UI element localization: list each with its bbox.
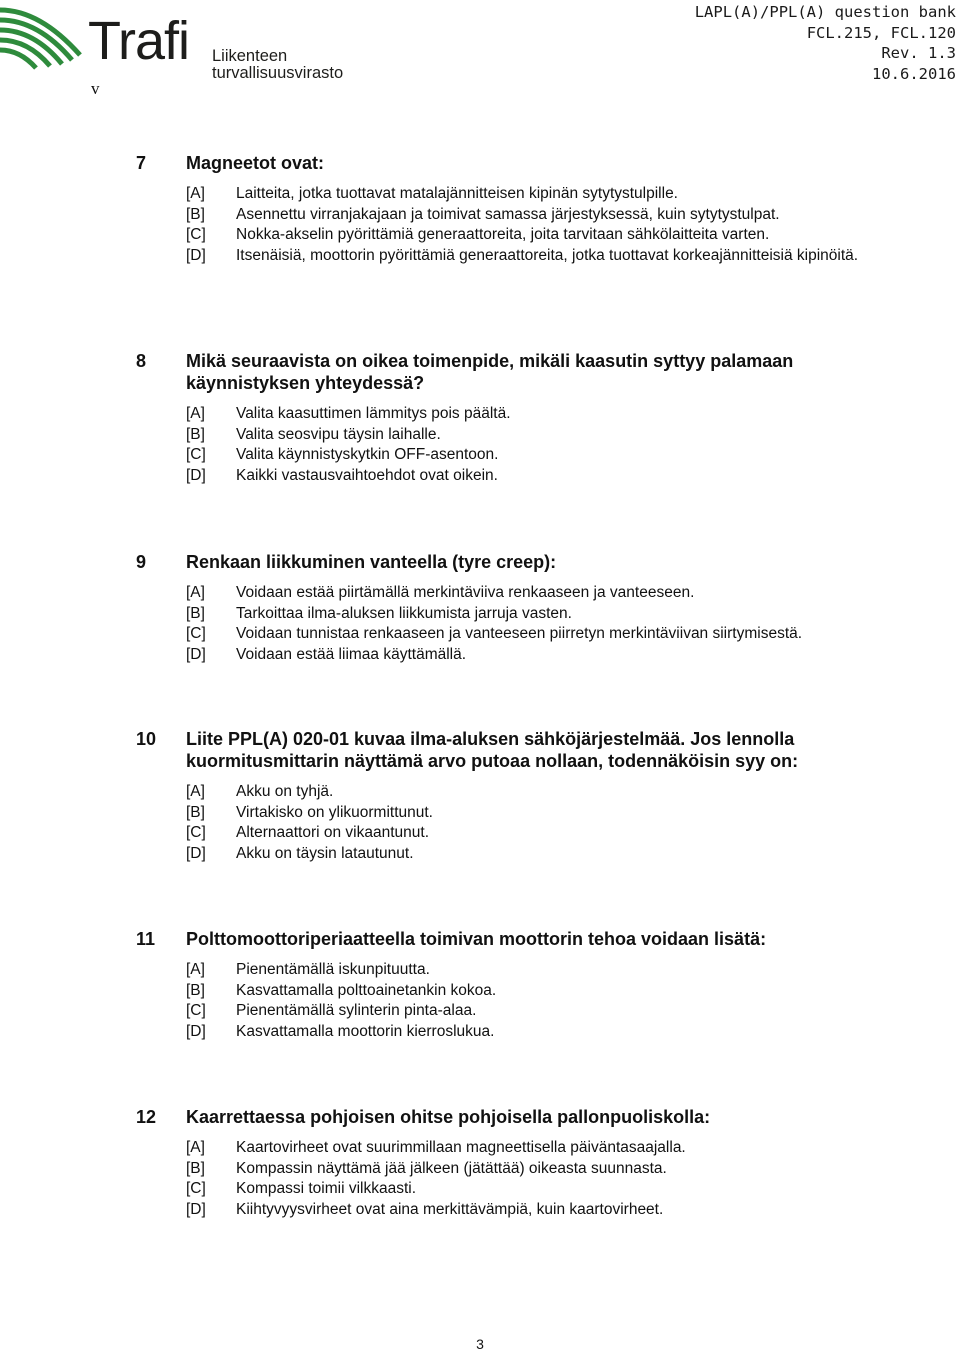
option-key: [A]: [186, 783, 205, 800]
option-text: Laitteita, jotka tuottavat matalajännitteisen kipinän sytytystulpille.: [236, 185, 678, 202]
answer-option: [0, 981, 960, 1002]
answer-options: [0, 782, 960, 864]
answer-option: [0, 645, 960, 666]
answer-option: [0, 1159, 960, 1180]
option-text: Kompassin näyttämä jää jälkeen (jätättää) oikeasta suunnasta.: [236, 1159, 667, 1177]
answer-option: [0, 445, 960, 466]
option-key: [A]: [186, 584, 205, 601]
answer-options: [0, 960, 960, 1042]
option-text: Akku on täysin latautunut.: [236, 844, 414, 862]
answer-option: [0, 205, 960, 226]
option-text: Asennettu virranjakajaan ja toimivat samassa järjestyksessä, kuin sytytystulpat.: [236, 205, 780, 223]
question-number: 8: [136, 351, 147, 371]
answer-options: [0, 583, 960, 665]
question-number: 10: [136, 729, 157, 749]
option-text: Virtakisko on ylikuormittunut.: [236, 803, 433, 821]
trafi-swoosh-icon: [0, 0, 95, 70]
option-key: [B]: [186, 803, 205, 821]
document-header: [695, 2, 956, 84]
answer-option: [0, 960, 960, 981]
option-key: [B]: [186, 604, 205, 622]
answer-option: [0, 803, 960, 824]
stray-mark: v: [91, 79, 100, 98]
answer-option: [0, 225, 960, 246]
option-text: Pienentämällä iskunpituutta.: [236, 961, 430, 978]
question-number: 9: [136, 552, 147, 572]
question-text: Magneetot ovat:: [186, 153, 325, 173]
option-text: Akku on tyhjä.: [236, 783, 334, 800]
logo-wordmark: Trafi: [88, 11, 189, 71]
answer-option: [0, 1179, 960, 1200]
option-key: [A]: [186, 961, 205, 978]
option-key: [A]: [186, 1139, 205, 1156]
page-number: 3: [476, 1336, 484, 1352]
doc-title: LAPL(A)/PPL(A) question bank: [694, 3, 956, 21]
option-key: [D]: [186, 645, 206, 663]
answer-option: [0, 583, 960, 604]
answer-option: [0, 466, 960, 487]
answer-option: [0, 823, 960, 844]
answer-option: [0, 246, 960, 287]
answer-options: [0, 1138, 960, 1220]
answer-option: [0, 404, 960, 425]
option-key: [D]: [186, 1022, 206, 1040]
answer-option: [0, 1022, 960, 1043]
doc-date: 10.6.2016: [872, 64, 956, 83]
option-key: [A]: [186, 405, 205, 422]
option-text: Itsenäisiä, moottorin pyörittämiä generaattoreita, jotka tuottavat korkeajännitteisiä kipinöitä.: [236, 246, 859, 264]
option-text: Valita seosvipu täysin laihalle.: [236, 425, 441, 443]
option-text: Kompassi toimii vilkkaasti.: [236, 1180, 417, 1197]
question-text: Polttomoottoriperiaatteella toimivan moottorin tehoa voidaan lisätä:: [186, 929, 767, 949]
question-text: Liite PPL(A) 020-01 kuvaa ilma-aluksen sähköjärjestelmää. Jos lennolla kuormitusmittarin näyttämä arvo putoaa nollaan, todennäköisin syy on:: [186, 729, 799, 771]
question-number: 11: [136, 929, 156, 949]
option-key: [C]: [186, 226, 206, 243]
option-text: Kiihtyvyysvirheet ovat aina merkittävämpiä, kuin kaartovirheet.: [236, 1200, 664, 1218]
question-text: Kaarrettaessa pohjoisen ohitse pohjoisella pallonpuoliskolla:: [186, 1107, 711, 1127]
option-text: Tarkoittaa ilma-aluksen liikkumista jarruja vasten.: [236, 604, 572, 622]
answer-option: [0, 604, 960, 625]
option-key: [D]: [186, 466, 206, 484]
option-key: [C]: [186, 625, 206, 642]
answer-option: [0, 624, 960, 645]
option-key: [B]: [186, 1159, 205, 1177]
option-key: [C]: [186, 824, 206, 841]
option-text: Kaartovirheet ovat suurimmillaan magneettisella päiväntasaajalla.: [236, 1139, 686, 1156]
option-text: Valita kaasuttimen lämmitys pois päältä.: [236, 405, 511, 422]
option-text: Alternaattori on vikaantunut.: [236, 824, 430, 841]
answer-options: [0, 404, 960, 486]
option-text: Voidaan estää liimaa käyttämällä.: [236, 645, 467, 663]
option-text: Nokka-akselin pyörittämiä generaattoreita, joita tarvitaan sähkölaitteita varten.: [236, 226, 770, 243]
option-key: [B]: [186, 981, 205, 999]
option-text: Voidaan tunnistaa renkaaseen ja vanteeseen piirretyn merkintäviivan siirtymisestä.: [236, 625, 803, 642]
option-key: [C]: [186, 1002, 206, 1019]
answer-options: [0, 184, 960, 287]
logo-subtitle: Liikenteen turvallisuusvirasto: [212, 47, 344, 82]
option-text: Kaikki vastausvaihtoehdot ovat oikein.: [236, 466, 498, 484]
option-text: Valita käynnistyskytkin OFF-asentoon.: [236, 446, 499, 463]
answer-option: [0, 1001, 960, 1022]
question-number: 7: [136, 153, 147, 173]
answer-option: [0, 782, 960, 803]
option-key: [C]: [186, 1180, 206, 1197]
option-text: Pienentämällä sylinterin pinta-alaa.: [236, 1002, 477, 1019]
option-key: [A]: [186, 185, 205, 202]
answer-option: [0, 1138, 960, 1159]
question-text: Mikä seuraavista on oikea toimenpide, mikäli kaasutin syttyy palamaan käynnistyksen yhteydessä?: [186, 351, 794, 393]
option-key: [C]: [186, 446, 206, 463]
answer-option: [0, 425, 960, 446]
option-key: [D]: [186, 246, 206, 264]
trafi-logo: [0, 0, 420, 80]
question-number: 12: [136, 1107, 157, 1127]
option-key: [B]: [186, 425, 205, 443]
option-key: [D]: [186, 844, 206, 862]
option-key: [D]: [186, 1200, 206, 1218]
option-text: Kasvattamalla polttoainetankin kokoa.: [236, 981, 497, 999]
answer-option: [0, 184, 960, 205]
answer-option: [0, 844, 960, 865]
doc-revision: Rev. 1.3: [881, 44, 956, 62]
question-text: Renkaan liikkuminen vanteella (tyre creep):: [186, 552, 557, 572]
option-key: [B]: [186, 205, 205, 223]
doc-regulation: FCL.215, FCL.120: [806, 23, 956, 42]
option-text: Kasvattamalla moottorin kierroslukua.: [236, 1022, 495, 1040]
answer-option: [0, 1200, 960, 1221]
option-text: Voidaan estää piirtämällä merkintäviiva renkaaseen ja vanteeseen.: [236, 584, 695, 601]
